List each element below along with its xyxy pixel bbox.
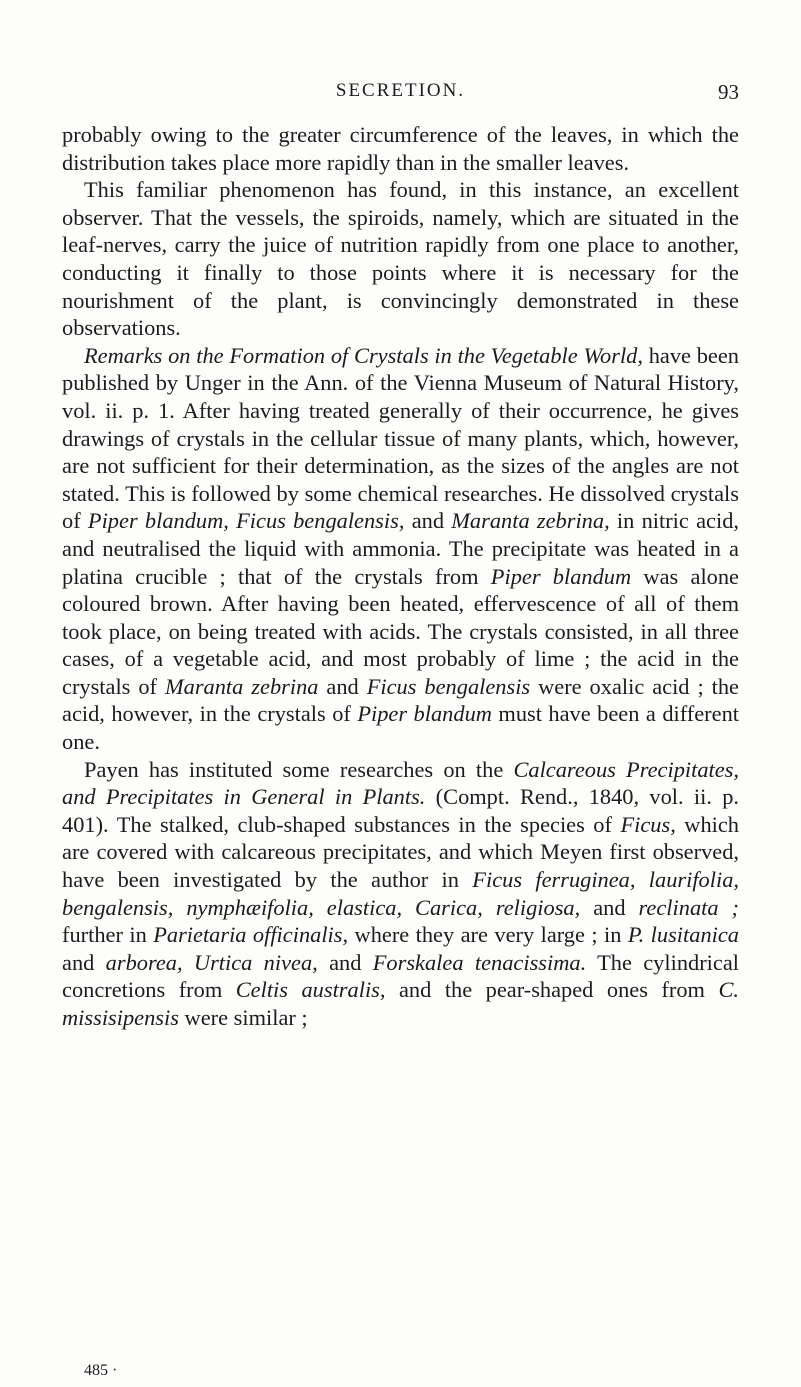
species-name: Ficus,	[620, 811, 676, 837]
text-run: and	[404, 508, 452, 534]
text-run: and	[317, 949, 373, 975]
species-name: Parietaria officinalis,	[153, 922, 349, 948]
text-run: was alone coloured brown. After having been heated, effervescence of all of them took place, on being treated with acids. The crystals consisted, in all three cases, of a vegetable acid, and most probably of lime ; the acid in the crystals of	[62, 563, 739, 699]
species-names: Ficus ferruginea, laurifolia, bengalensis, nymphæifolia, elastica, Carica, religiosa,	[62, 867, 739, 920]
text-run: and	[318, 673, 367, 699]
species-name: Maranta zebrina	[164, 673, 319, 699]
text-run: (Compt. Rend., 1840, vol. ii. p. 401). The stalked, club-shaped substances in the species of	[62, 784, 739, 837]
species-name: P. lusitanica	[627, 922, 739, 948]
paragraph-2: This familiar phenomenon has found, in this instance, an excellent observer. That the vessels, the spiroids, namely, which are situated in the leaf-nerves, carry the juice of nutrition rapidly from one place to another, conducting it finally to those points where it is necessary for the nourishment of the plant, is convincingly demonstrated in these observations.	[62, 177, 739, 341]
text-run: and the pear-shaped ones from	[385, 977, 719, 1003]
species-name: C. missisipensis	[62, 977, 739, 1030]
species-name: Ficus bengalensis	[366, 673, 531, 699]
paragraph-3	[62, 342, 739, 756]
text-run: and	[580, 894, 639, 920]
species-name: reclinata ;	[638, 894, 740, 920]
paragraph-1: probably owing to the greater circumference of the leaves, in which the distribution takes place more rapidly than in the smaller leaves.	[62, 122, 739, 175]
species-names: arborea, Urtica nivea,	[105, 949, 318, 975]
body-text	[62, 121, 739, 1032]
species-name: Piper blandum	[357, 701, 492, 727]
paragraph-4	[62, 756, 739, 1032]
text-run: have been published by Unger in the Ann. of the Vienna Museum of Natural History, vol. ii. p. 1. After having treated generally of their occurrence, he gives drawings of crystals in the cellular tissue of many plants, which, however, are not sufficient for their determination, as the sizes of the angles are not stated. This is followed by some chemical researches. He dissolved crystals of	[62, 342, 739, 534]
running-head: SECRETION.	[335, 80, 466, 101]
text-run: The cylindrical concretions from	[62, 949, 739, 1003]
text-run: in nitric acid, and neutralised the liquid with ammonia. The precipitate was heated in a platina crucible ; that of the crystals from	[62, 508, 739, 589]
page-number: 93	[718, 80, 739, 104]
text-run: further in	[62, 922, 154, 948]
signature-mark: 485 ·	[84, 1362, 118, 1379]
paper-title-precipitates: Calcareous Precipitates, and Precipitates in General in Plants.	[62, 756, 740, 810]
text-run: were oxalic acid ; the acid, however, in the crystals of	[62, 673, 739, 727]
text-run: were similar ;	[178, 1005, 308, 1030]
species-name: Forskalea tenacissima.	[372, 949, 587, 975]
species-name: Piper blandum	[490, 563, 632, 589]
text-run: where they are very large ; in	[348, 922, 628, 948]
page-header	[0, 80, 801, 110]
paper-title-crystals: Remarks on the Formation of Crystals in the Vegetable World,	[84, 342, 643, 368]
text-run: and	[62, 949, 106, 975]
species-name: Maranta zebrina,	[451, 508, 610, 534]
text-run: Payen has instituted some researches on the	[84, 756, 514, 782]
species-names: Piper blandum, Ficus bengalensis,	[87, 508, 405, 534]
species-name: Celtis australis,	[235, 977, 386, 1003]
text-run: which are covered with calcareous precipitates, and which Meyen first observed, have been investigated by the author in	[62, 811, 739, 893]
text-run: must have been a different one.	[62, 701, 739, 755]
